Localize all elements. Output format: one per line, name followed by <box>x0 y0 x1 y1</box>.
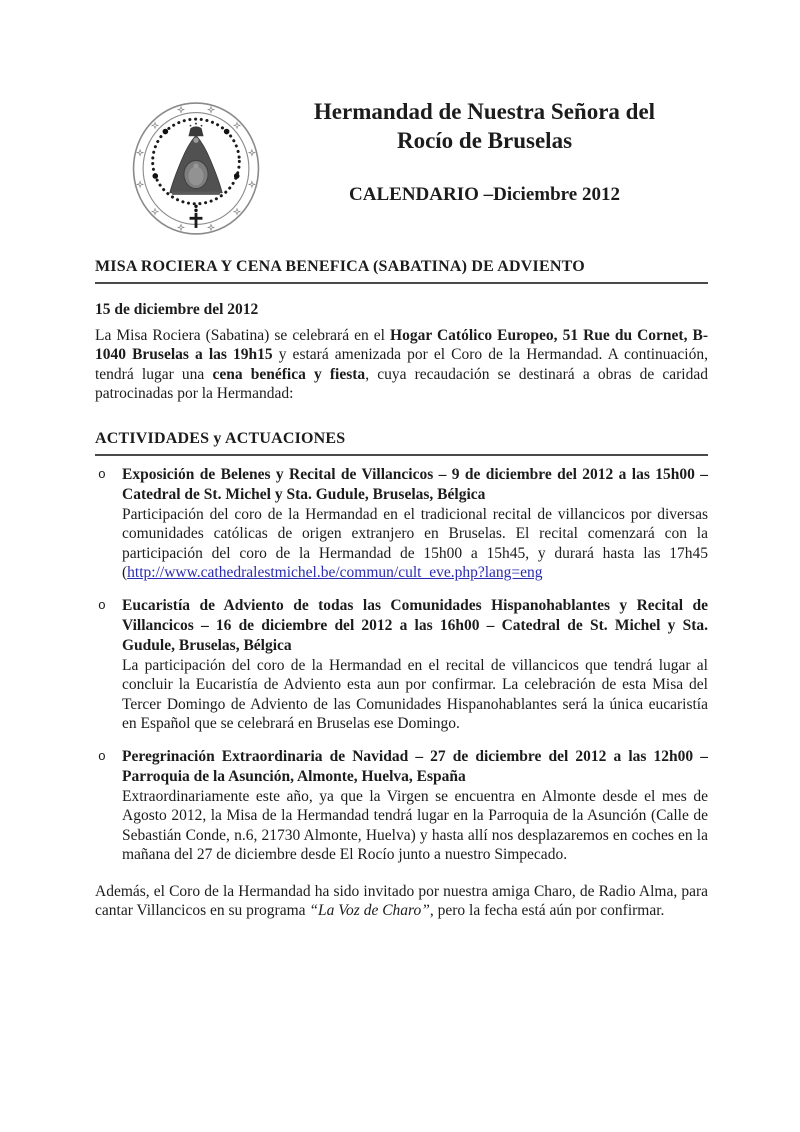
misa-paragraph <box>95 326 708 404</box>
bullet-content <box>122 596 708 734</box>
virgen-del-rocio-seal-icon <box>131 102 261 235</box>
section-heading-misa: MISA ROCIERA Y CENA BENEFICA (SABATINA) DE ADVIENTO <box>95 257 708 284</box>
misa-text-segment: , cuya recaudación se destinará a obras de caridad patrocinadas por la Hermandad: <box>95 365 708 402</box>
closing-text-segment: , pero la fecha está aún por confirmar. <box>429 902 665 919</box>
hermandad-logo <box>131 102 261 235</box>
activity-description: Extraordinariamente este año, ya que la Virgen se encuentra en Almonte desde el mes de Agosto 2012, la Misa de la Hermandad tendrá lugar en la Parroquia de la Asunción (Calle de Sebastián Conde, n.6, 21730 Almonte, Huelva) y hasta allí nos desplazaremos en coches en la mañana del 27 de diciembre desde El Rocío junto a nuestro Simpecado. <box>122 787 708 863</box>
section-misa-rociera <box>95 257 708 404</box>
closing-text-segment: Además, el Coro de la Hermandad ha sido invitado por nuestra amiga Charo, de Radio Alma, para cantar Villancicos en su programa <box>95 882 708 919</box>
bullet-content <box>122 747 708 865</box>
activity-text-segment: Participación del coro de la Hermandad en el tradicional recital de villancicos por diversas comunidades católicas de origen extranjero en Bruselas. El recital comenzará con la participación del coro de la Hermandad de 15h00 a 15h45, y durará hasta las 17h45 <box>122 505 708 562</box>
misa-venue-bold: Hogar Católico Europeo, 51 Rue du Cornet, B-1040 Bruselas a las 19h15 <box>95 326 709 363</box>
section-actividades <box>95 429 708 865</box>
link-prefix: ( <box>122 564 128 581</box>
section-heading-actividades: ACTIVIDADES y ACTUACIONES <box>95 429 708 456</box>
bullet-marker: o <box>98 466 106 482</box>
bullet-marker: o <box>98 748 106 764</box>
misa-dinner-bold: cena benéfica y fiesta <box>212 365 366 383</box>
activity-description: La participación del coro de la Hermandad en el recital de villancicos que tendrá lugar al concluir la Eucaristía de Adviento esta aun por confirmar. La celebración de esta Misa del Tercer Domingo de Adviento de las Comunidades Hispanohablantes será la única eucaristía en Español que se celebrará en Bruselas ese Domingo. <box>122 656 708 732</box>
activity-title: Eucaristía de Adviento de todas las Comunidades Hispanohablantes y Recital de Villancicos – 16 de diciembre del 2012 a las 16h00 – Catedral de St. Michel y Sta. Gudule, Bruselas, Bélgica <box>122 596 708 654</box>
list-item-peregrinacion-navidad <box>95 747 708 865</box>
radio-program-name: “La Voz de Charo” <box>309 902 430 919</box>
event-date: 15 de diciembre del 2012 <box>95 301 259 318</box>
list-item-exposicion-belenes <box>95 465 708 583</box>
activities-list <box>95 465 708 865</box>
misa-text-segment: y estará amenizada por el Coro de la Hermandad. A continuación, tendrá lugar una <box>95 346 708 383</box>
page-title-line1: Hermandad de Nuestra Señora del <box>313 99 656 124</box>
bullet-content <box>122 465 708 583</box>
title-block <box>261 96 708 206</box>
activity-title: Peregrinación Extraordinaria de Navidad – 27 de diciembre del 2012 a las 12h00 – Parroquia de la Asunción, Almonte, Huelva, España <box>122 747 708 785</box>
closing-paragraph <box>95 882 708 921</box>
list-item-eucaristia-adviento <box>95 596 708 734</box>
document-header <box>95 96 708 235</box>
cathedral-website-link[interactable]: http://www.cathedralestmichel.be/commun/cult_eve.php?lang=eng <box>127 564 543 581</box>
calendar-subtitle: CALENDARIO –Diciembre 2012 <box>349 184 620 205</box>
page-title-line2: Rocío de Bruselas <box>396 128 573 153</box>
activity-description <box>122 505 708 583</box>
misa-text-segment: La Misa Rociera (Sabatina) se celebrará en el <box>95 326 391 344</box>
page-title <box>261 97 708 155</box>
activity-title: Exposición de Belenes y Recital de Villancicos – 9 de diciembre del 2012 a las 15h00 – Catedral de St. Michel y Sta. Gudule, Bruselas, Bélgica <box>122 465 708 503</box>
bullet-marker: o <box>98 597 106 613</box>
